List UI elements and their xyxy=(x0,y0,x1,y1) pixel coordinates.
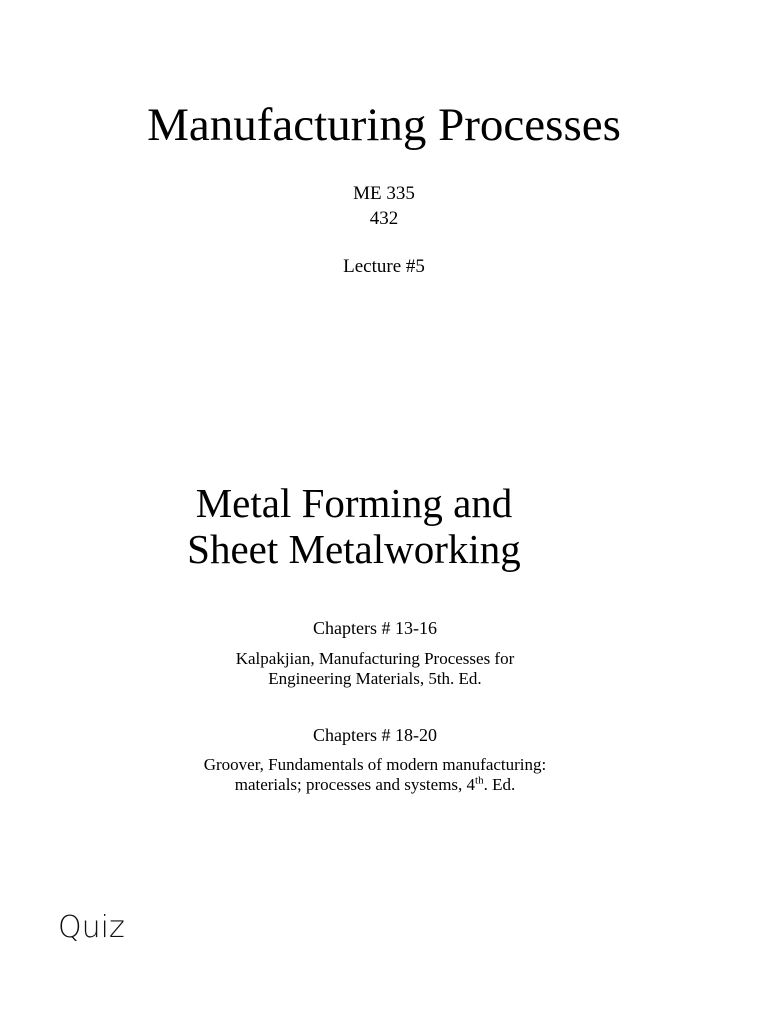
kalpakjian-chapters: Chapters # 13-16 xyxy=(313,618,437,638)
groover-reference-line-2 xyxy=(0,775,750,795)
course-code-secondary: 432 xyxy=(369,208,399,229)
page-title: Manufacturing Processes xyxy=(147,99,621,151)
groover-reference-line-1: Groover, Fundamentals of modern manufacturing: xyxy=(203,755,547,774)
subtitle-line-1: Metal Forming and xyxy=(195,480,513,526)
groover-reference-line-2-end: . Ed. xyxy=(483,775,516,794)
groover-reference xyxy=(0,755,750,795)
groover-reference-line-2-text: materials; processes and systems, 4 xyxy=(234,775,476,794)
quiz-label: Quiz xyxy=(58,910,125,945)
subtitle-line-2: Sheet Metalworking xyxy=(187,526,521,572)
groover-chapters: Chapters # 18-20 xyxy=(313,725,437,745)
kalpakjian-reference-line-2: Engineering Materials, 5th. Ed. xyxy=(268,669,482,688)
kalpakjian-reference xyxy=(0,649,750,689)
kalpakjian-reference-line-1: Kalpakjian, Manufacturing Processes for xyxy=(235,649,515,668)
course-codes xyxy=(0,181,768,231)
lecture-subtitle xyxy=(130,480,578,572)
edition-superscript: th xyxy=(475,774,484,787)
course-code-primary: ME 335 xyxy=(353,183,415,204)
lecture-number: Lecture #5 xyxy=(343,256,425,277)
